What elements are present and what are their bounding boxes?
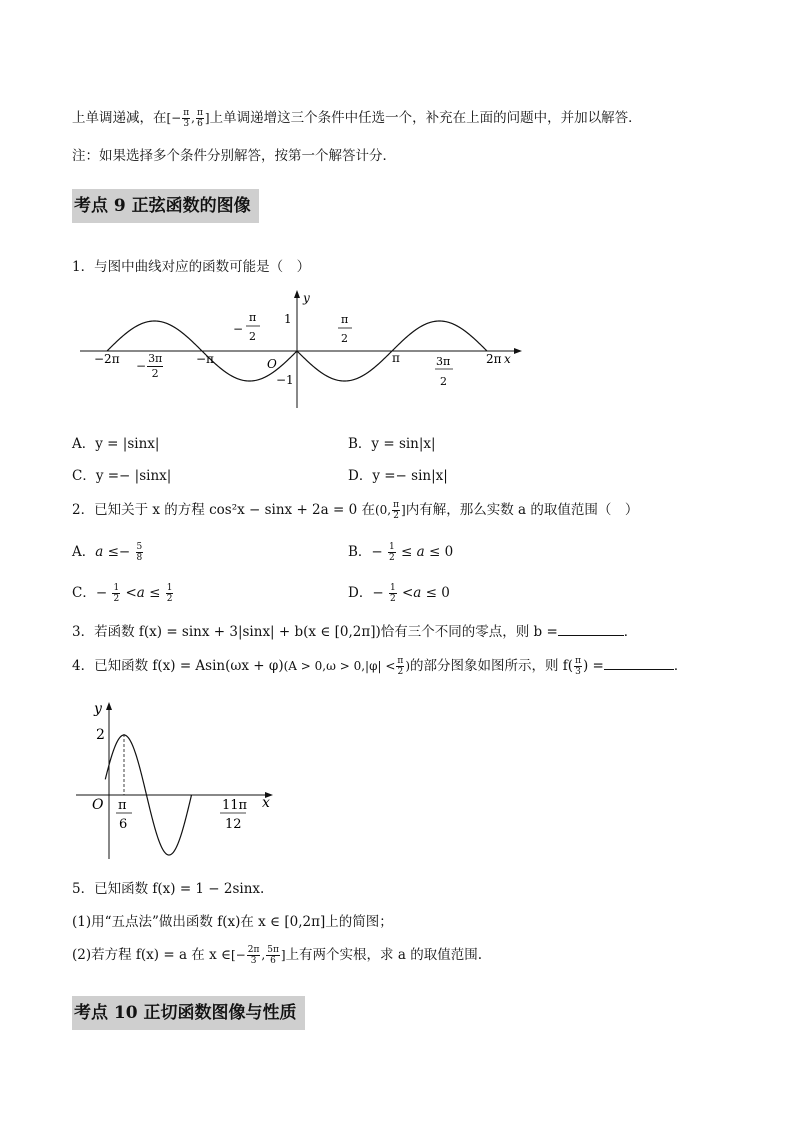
q3-stem: 3．若函数 f(x) = sinx + 3|sinx| + b(x ∈ [0,2π])恰有三个不同的零点，则 b = ． xyxy=(72,624,638,640)
interval-expr: [− $\frac{\pi}{3}$ , $\frac{\pi}{6}$ ] xyxy=(166,108,210,129)
q1-option-c[interactable]: C．y =− |sinx| xyxy=(72,468,172,484)
q1-x-label: x xyxy=(504,352,511,366)
q1-y-label: y xyxy=(303,291,310,305)
section-9-header: 考点 9 正弦函数的图像 xyxy=(72,189,259,223)
svg-text:11π: 11π xyxy=(222,798,248,813)
q1-option-b[interactable]: B．y = sin|x| xyxy=(348,436,436,452)
q1-tick-2pi: 2π xyxy=(486,352,502,366)
q4-graph xyxy=(72,697,282,862)
q2-stem: 2．已知关于 x 的方程 cos²x − sinx + 2a = 0 在(0, $\frac{\pi}{2}$ ]内有解，那么实数 a 的取值范围（ ） xyxy=(72,500,639,521)
svg-text:2: 2 xyxy=(440,375,447,388)
q1-ytick-neg1: −1 xyxy=(276,373,294,387)
q5-part1: (1)用“五点法”做出函数 f(x)在 x ∈ [0,2π]上的简图； xyxy=(72,914,393,930)
q1-tick-3pi2-num: 3π xyxy=(436,355,451,368)
q4-y-label: y xyxy=(94,701,102,717)
section-10-header: 考点 10 正切函数图像与性质 xyxy=(72,996,305,1030)
q1-tick-pi: π xyxy=(392,351,400,365)
q2-option-b[interactable]: B．− $\frac{1}{2}$ ≤ a ≤ 0 xyxy=(348,542,454,563)
q1-option-a[interactable]: A．y = |sinx| xyxy=(72,436,160,452)
q1-tick-negpi2-minus: − xyxy=(233,322,244,336)
svg-text:2: 2 xyxy=(341,332,348,345)
q1-tick-negpi: −π xyxy=(196,352,214,366)
q3-answer-blank[interactable] xyxy=(558,623,624,636)
q4-x-label: x xyxy=(262,795,270,811)
svg-text:2: 2 xyxy=(249,330,256,343)
q1-tick-neg2pi: −2π xyxy=(94,352,120,366)
intro-line-1: 上单调递减，在[− $\frac{\pi}{3}$ , $\frac{\pi}{6}$ ]上单调递增这三个条件中任选一个，补充在上面的问题中，并加以解答． xyxy=(72,108,642,129)
q4-answer-blank[interactable] xyxy=(604,657,674,670)
svg-text:12: 12 xyxy=(225,817,242,832)
q1-option-d[interactable]: D．y =− sin|x| xyxy=(348,468,448,484)
q5-part2: (2)若方程 f(x) = a 在 x ∈[− $\frac{2\pi}{3}$ , $\frac{5\pi}{6}$ ]上有两个实根，求 a 的取值范围. xyxy=(72,945,482,966)
q4-stem: 4．已知函数 f(x) = Asin(ωx + φ)(A > 0,ω > 0,|φ| < $\frac{\pi}{2}$ )的部分图象如图所示，则 f( $\frac{\pi}{3}$ ) = ． xyxy=(72,656,688,677)
q1-ytick-1: 1 xyxy=(284,312,292,326)
q5-stem: 5．已知函数 f(x) = 1 − 2sinx. xyxy=(72,881,265,897)
q2-option-c[interactable]: C．− $\frac{1}{2}$ <a ≤ $\frac{1}{2}$ xyxy=(72,583,173,604)
q4-origin: O xyxy=(92,797,104,813)
q1-tick-pi2-num: π xyxy=(341,313,349,326)
q1-graph xyxy=(78,288,528,412)
intro-note: 注：如果选择多个条件分别解答，按第一个解答计分． xyxy=(72,148,396,164)
svg-text:6: 6 xyxy=(119,817,128,832)
q1-tick-negpi2-num: π xyxy=(249,311,257,324)
svg-text:π: π xyxy=(118,798,127,813)
q1-origin: O xyxy=(267,357,277,371)
q4-amp: 2 xyxy=(96,727,105,743)
q2-option-a[interactable]: A．a ≤− $\frac{5}{8}$ xyxy=(72,542,143,563)
q1-tick-neg3pi2-label: − $\frac{3\pi}{2}$ xyxy=(136,352,163,380)
q1-stem: 1．与图中曲线对应的函数可能是（ ） xyxy=(72,259,311,275)
q2-option-d[interactable]: D．− $\frac{1}{2}$ <a ≤ 0 xyxy=(348,583,450,604)
